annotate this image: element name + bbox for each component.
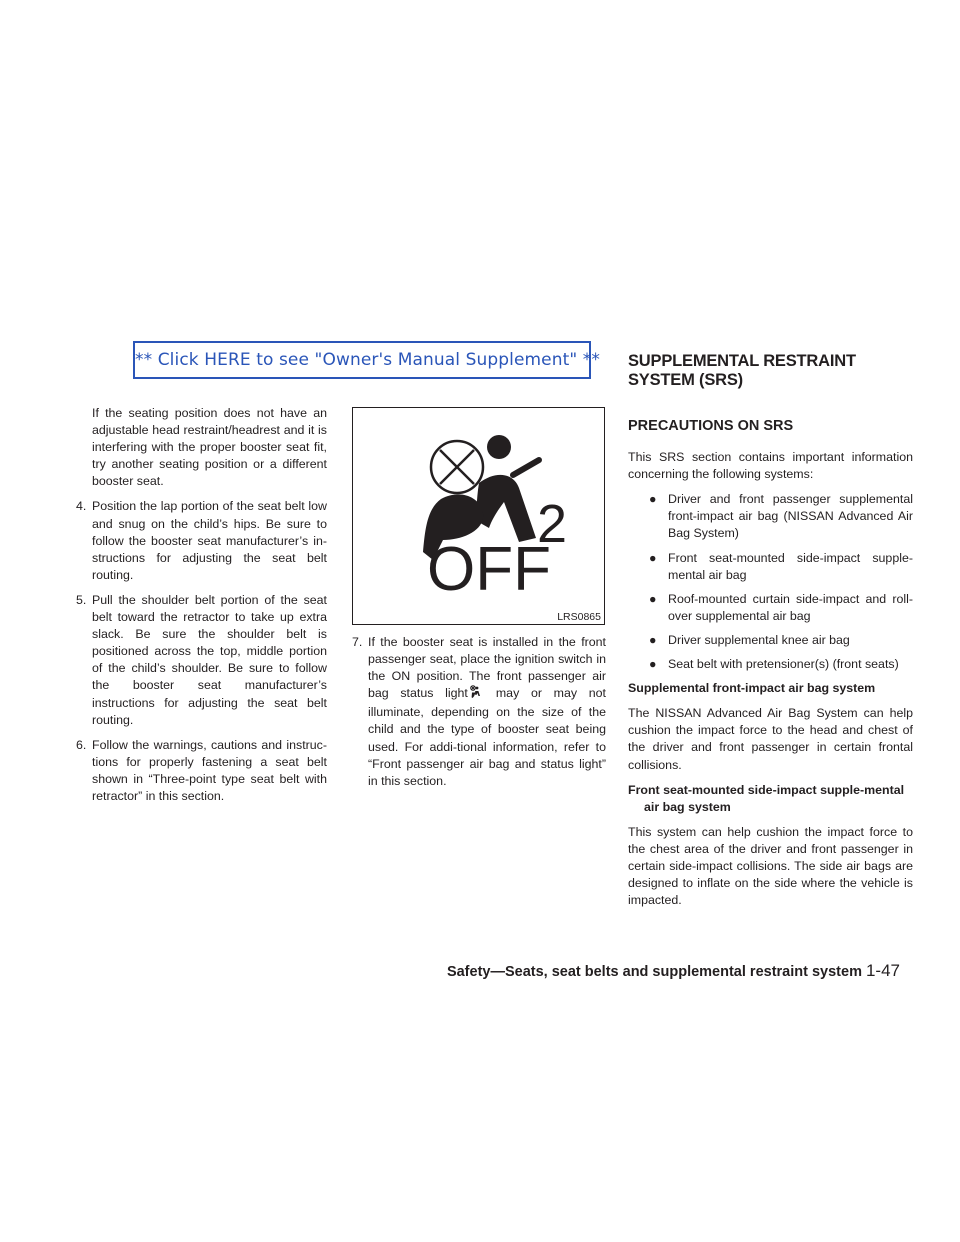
list-text-before: If the booster seat is installed in the front passenger seat, place the ignition switch in the ON position. The front passenger air bag status light	[368, 635, 606, 701]
list-number: 7.	[352, 635, 363, 649]
srs-intro-paragraph: This SRS section contains important information concerning the following systems:	[628, 450, 913, 482]
seat-number-label: 2	[537, 494, 568, 554]
bullet-text: Driver supplemental knee air bag	[668, 632, 850, 647]
list-item	[628, 550, 913, 584]
figure-code: LRS0865	[557, 611, 601, 623]
srs-systems-list	[628, 491, 913, 673]
front-impact-heading: Supplemental front-impact air bag system	[628, 681, 876, 696]
list-item-5	[76, 592, 327, 729]
list-number: 4.	[76, 499, 87, 514]
middle-column	[352, 634, 606, 798]
bullet-text: Front seat-mounted side-impact supple-mental air bag	[668, 550, 913, 582]
side-impact-paragraph: This system can help cushion the impact force to the chest area of the driver and front passenger in certain side-impact collisions. The side air bags are designed to inflate on the side where the vehicle is impacted.	[628, 824, 913, 908]
list-text: Position the lap portion of the seat belt low and snug on the child’s hips. Be sure to follow the booster seat manufacturer’s in-structions for adjusting the seat belt routing.	[92, 499, 327, 582]
list-item	[628, 591, 913, 625]
bullet: ●	[649, 492, 657, 507]
section-heading	[628, 352, 928, 390]
section-heading-line-2: SYSTEM (SRS)	[628, 371, 743, 389]
list-text: Pull the shoulder belt portion of the seat belt toward the retractor to take up extra slack. Be sure the shoulder belt is positioned across the top, middle portion of the child’s shoulder. Be sure to follow the booster seat manufacturer’s instructions for adjusting the seat belt routing.	[92, 592, 327, 727]
list-item	[628, 632, 913, 649]
bullet: ●	[649, 657, 657, 672]
page-number: 1-47	[865, 961, 900, 980]
bullet: ●	[649, 632, 657, 647]
section-heading-line-1: SUPPLEMENTAL RESTRAINT	[628, 352, 856, 370]
list-text-after: may or may not illuminate, depending on the size of the child and the type of booster seat being used. For addi-tional information, refer to “Front passenger air bag and status light” in this section.	[368, 686, 606, 788]
bullet: ●	[649, 550, 657, 565]
list-item-7	[352, 634, 606, 790]
airbag-status-icon	[470, 685, 482, 704]
continuation-paragraph: If the seating position does not have an adjustable head restraint/headrest and it is interfering with the proper booster seat fit, try another seating position or a different booster seat.	[92, 406, 327, 489]
list-item-6	[76, 737, 327, 805]
left-column	[76, 405, 327, 813]
list-item	[628, 656, 913, 673]
page-footer	[400, 962, 900, 981]
side-impact-heading: Front seat-mounted side-impact supple-mental air bag system	[628, 782, 905, 814]
front-impact-paragraph: The NISSAN Advanced Air Bag System can help cushion the impact force to the head and chest of the driver and front passenger in certain frontal collisions.	[628, 706, 913, 772]
list-item-4	[76, 498, 327, 583]
bullet: ●	[649, 591, 657, 606]
bullet-text: Seat belt with pretensioner(s) (front seats)	[668, 657, 899, 672]
list-number: 6.	[76, 737, 87, 752]
list-item	[628, 491, 913, 542]
footer-chapter-title: Safety—Seats, seat belts and supplemental restraint system	[446, 964, 862, 980]
airbag-off-figure	[352, 407, 605, 625]
precautions-heading: PRECAUTIONS ON SRS	[628, 417, 794, 434]
list-number: 5.	[76, 592, 87, 607]
owners-manual-supplement-link[interactable]: ** Click HERE to see "Owner's Manual Supplement" **	[133, 341, 591, 379]
off-label: OFF	[427, 535, 551, 604]
bullet-text: Driver and front passenger supplemental front-impact air bag (NISSAN Advanced Air Bag System)	[668, 492, 913, 541]
right-column	[628, 403, 913, 917]
list-text: Follow the warnings, cautions and instruc-tions for properly fastening a seat belt shown in “Three-point type seat belt with retractor” in this section.	[92, 737, 327, 803]
bullet-text: Roof-mounted curtain side-impact and roll-over supplemental air bag	[668, 591, 913, 623]
passenger-airbag-off-icon	[353, 408, 604, 624]
